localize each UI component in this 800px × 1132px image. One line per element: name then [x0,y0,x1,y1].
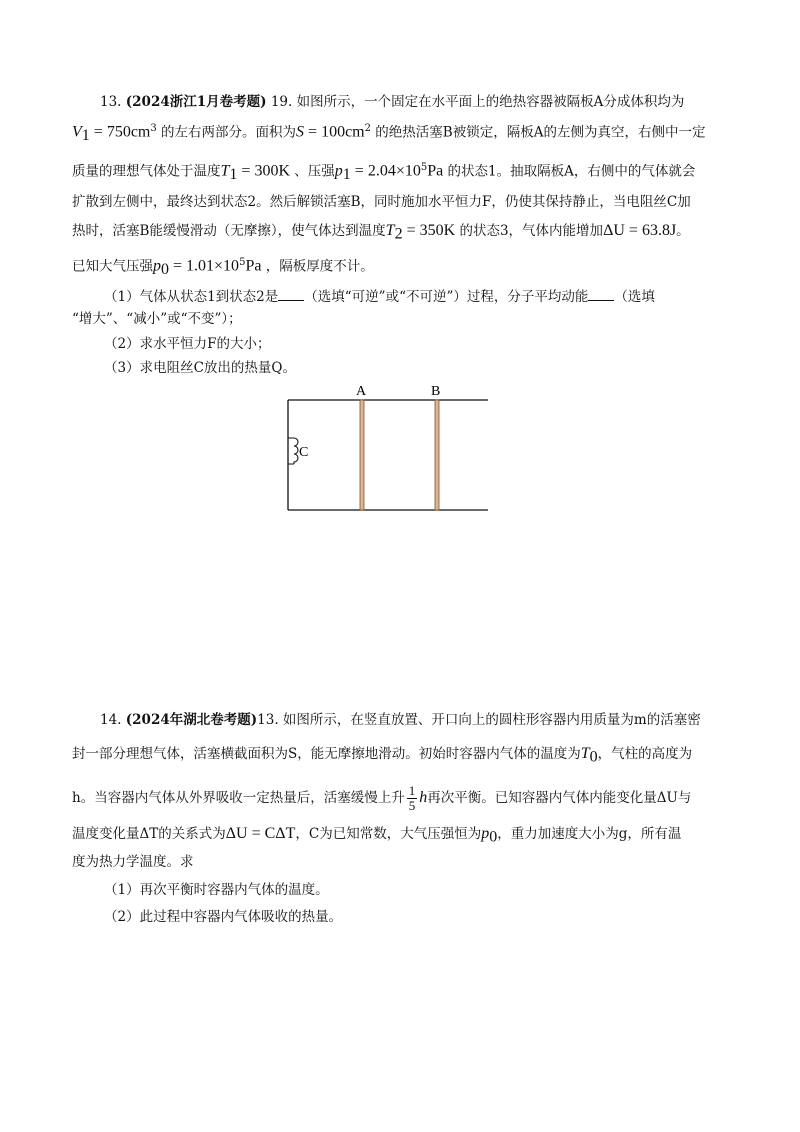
p1-unit: Pa [427,162,444,180]
q13-text-3c: 的状态1。抽取隔板A，右侧中的气体就会 [447,163,696,180]
p0-value: 1.01×10 [186,257,240,275]
label-a: A [356,384,367,399]
q14-item-2: （2）此过程中容器内气体吸收的热量。 [104,909,343,925]
s-value: 100cm [321,123,365,141]
q14-line-3 [72,784,732,813]
q14-text-4c: ，重力加速度大小为g，所有温 [497,826,682,842]
p0-unit: Pa [245,257,262,275]
q13-text-1: 如图所示，一个固定在水平面上的绝热容器被隔板A分成体积均为 [296,94,685,110]
t2-value: 350K [419,222,456,239]
relation-du-cdt: ΔU = CΔT [225,825,296,842]
q14-line-1 [72,714,732,728]
q13-text-5b: 的状态3，气体内能增加 [459,223,604,239]
q14-item-1: （1）再次平衡时容器内气体的温度。 [104,882,329,898]
q14-text-4a: 温度变化量ΔT的关系式为 [72,826,226,842]
answer-blank-2[interactable] [588,288,614,301]
q13-item-1b: （选填“可逆”或“不可逆”）过程，分子平均动能 [304,289,589,305]
q13-source: (2024浙江1月卷考题) [125,94,267,110]
p0-symbol: p [481,825,490,842]
q14-source: (2024年湖北卷考题) [125,712,258,728]
container-figure [270,380,500,520]
q13-number: 13. [100,94,122,110]
frac-numerator: 1 [408,783,416,798]
q13-item-1c: （选填 [614,289,655,305]
q13-text-5c: 。 [676,223,690,239]
q13-item-1d: “增大”、“减小”或“不变”）； [72,311,242,327]
label-b: B [431,384,441,399]
t1-value: 300K [254,162,290,180]
q13-item-1a: （1）气体从状态1到状态2是 [104,289,279,305]
q13-text-6a: 已知大气压强 [72,258,153,275]
q14-text-1: 如图所示，在竖直放置、开口向上的圆柱形容器内用质量为m的活塞密 [282,712,701,728]
q13-text-2b: 的绝热活塞B被锁定，隔板A的左侧为真空，右侧中一定 [375,124,706,141]
heater-coil-c [288,438,298,464]
fraction-one-fifth [407,784,418,813]
v1-value: 750cm [106,123,151,141]
q14-text-2a: 封一部分理想气体，活塞横截面积为S，能无摩擦地滑动。初始时容器内气体的温度为 [72,746,581,762]
q13-line-1 [72,96,732,110]
q13-item-2: （2）求水平恒力F的大小； [104,336,271,352]
t0-symbol: T [580,745,590,762]
q13-text-5a: 热时，活塞B能缓慢滑动（无摩擦），使气体达到温度 [72,223,386,239]
q13-item-1 [104,288,764,305]
label-c: C [299,445,309,460]
q13-line-5: 热时，活塞B能缓慢滑动（无摩擦），使气体达到温度$T_2 = 350K$ 的状态3，气体内能增加ΔU = 63.8J。 [72,222,690,243]
q14-text-4b: ，C为已知常数，大气压强恒为 [295,826,482,842]
q13-item-3: （3）求电阻丝C放出的热量Q。 [104,360,296,376]
q14-text-3a: h。当容器内气体从外界吸收一定热量后，活塞缓慢上升 [72,790,405,806]
q14-line-2: 封一部分理想气体，活塞横截面积为S，能无摩擦地滑动。初始时容器内气体的温度为$T_0$，气柱的高度为 [72,745,693,766]
du-value: 63.8J [641,222,677,239]
frac-denominator: 5 [408,798,416,813]
partition-a [360,400,364,510]
q13-text-2a: 的左右两部分。面积为 [161,124,297,141]
q13-sub-number: 19. [270,94,293,110]
q13-line-4: 扩散到左侧中，最终达到状态2。然后解锁活塞B，同时施加水平恒力F，仍使其保持静止，当电阻丝C加 [72,194,691,210]
q14-line-5: 度为热力学温度。求 [72,854,194,870]
q13-text-6b: ，隔板厚度不计。 [265,258,374,275]
v1-symbol: V [72,123,82,141]
q13-line-6: 已知大气压强$p_0 = 1.01\times 10^5Pa$ ，隔板厚度不计。 [72,257,374,279]
q13-text-3b: 、压强 [294,163,335,180]
q14-number: 14. [100,712,122,728]
p1-value: 2.04×10 [367,162,421,180]
answer-blank-1[interactable] [278,288,304,301]
frac-h: h [419,789,428,806]
q14-sub-number: 13. [257,712,279,728]
q14-text-2b: ，气柱的高度为 [597,746,693,762]
q14-text-3b: 再次平衡。已知容器内气体内能变化量ΔU与 [427,790,692,806]
q13-text-3a: 质量的理想气体处于温度 [72,163,221,180]
q13-line-2: $V_1 = 750cm^3$ 的左右两部分。面积为$S = 100cm^2$ 的绝热活塞B被锁定，隔板A的左侧为真空，右侧中一定 [72,123,706,145]
q13-line-3: 质量的理想气体处于温度$T_1 = 300K$ 、压强$p_1 = 2.04\times 10^5Pa$ 的状态1。抽取隔板A，右侧中的气体就会 [72,162,696,184]
piston-b [435,400,439,510]
q14-line-4: 温度变化量ΔT的关系式为ΔU = CΔT，C为已知常数，大气压强恒为$p_0$，重力加速度大小为g，所有温 [72,825,682,846]
